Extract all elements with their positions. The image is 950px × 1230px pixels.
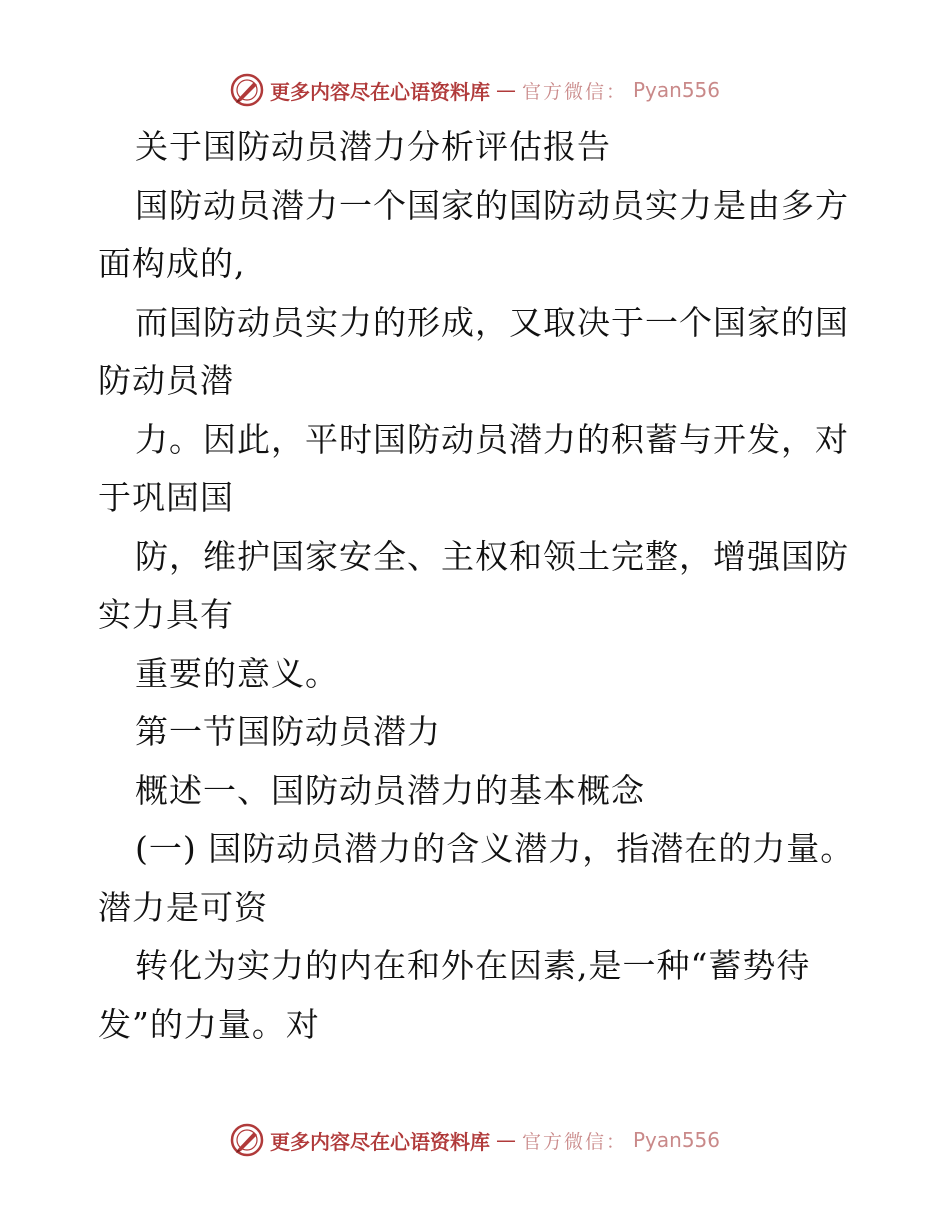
document-line: 关于国防动员潜力分析评估报告: [135, 127, 611, 166]
pen-logo-icon: [230, 1123, 264, 1157]
document-line: 面构成的,: [98, 244, 246, 283]
banner-wechat-id: Pyan556: [633, 78, 721, 102]
document-line: 潜力是可资: [98, 887, 268, 927]
footer-banner: [0, 1120, 950, 1160]
banner-wechat-label: 官方微信：: [521, 80, 627, 103]
document-line: 概述一、国防动员潜力的基本概念: [135, 770, 645, 810]
document-line: (一) 国防动员潜力的含义潜力，指潜在的力量。: [135, 829, 855, 868]
header-banner: [0, 70, 950, 110]
banner-separator: —: [495, 78, 516, 102]
banner-brand-text: 更多内容尽在心语资料库: [269, 79, 490, 104]
document-line: 发”的力量。对: [98, 1004, 320, 1044]
document-line: 防，维护国家安全、主权和领土完整，增强国防: [135, 536, 849, 576]
document-line: 防动员潜: [98, 361, 234, 400]
banner-brand-text: 更多内容尽在心语资料库: [269, 1129, 490, 1154]
document-line: 而国防动员实力的形成，又取决于一个国家的国: [135, 302, 849, 342]
banner-separator: —: [495, 1128, 516, 1152]
document-line: 转化为实力的内在和外在因素,是一种“蓄势待: [135, 946, 811, 985]
document-line: 于巩固国: [98, 478, 234, 517]
document-line: 第一节国防动员潜力: [135, 712, 441, 751]
pen-logo-icon: [230, 73, 264, 107]
document-body: [98, 118, 858, 1054]
document-line: 重要的意义。: [135, 653, 339, 693]
document-line: 国防动员潜力一个国家的国防动员实力是由多方: [135, 185, 849, 225]
banner-wechat-label: 官方微信：: [521, 1130, 627, 1153]
document-line: 力。因此，平时国防动员潜力的积蓄与开发，对: [135, 419, 849, 459]
banner-wechat-id: Pyan556: [633, 1128, 721, 1152]
document-line: 实力具有: [98, 595, 234, 634]
